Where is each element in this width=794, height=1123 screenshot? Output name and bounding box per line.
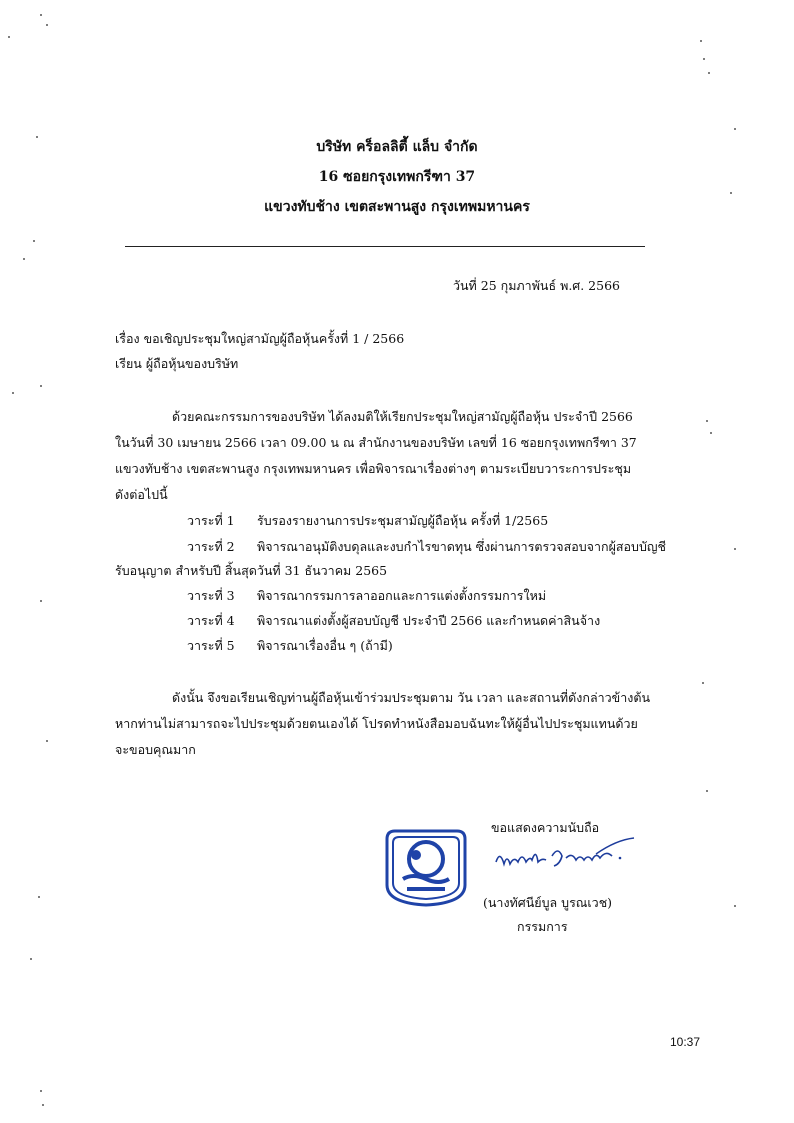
scan-speck xyxy=(710,432,712,434)
scan-speck xyxy=(734,128,736,130)
scan-speck xyxy=(30,958,32,960)
agenda-label-1: วาระที่ 1 xyxy=(187,513,235,528)
body-line-4: ดังต่อไปนี้ xyxy=(115,487,168,502)
closing-line-1: ดังนั้น จึงขอเรียนเชิญท่านผู้ถือหุ้นเข้าร่วมประชุมตาม วัน เวลา และสถานที่ดังกล่าวข้างต้น xyxy=(172,690,650,705)
agenda-text-4: พิจารณาแต่งตั้งผู้สอบบัญชี ประจำปี 2566 และกำหนดค่าสินจ้าง xyxy=(257,613,601,628)
scan-speck xyxy=(703,58,705,60)
scan-speck xyxy=(33,240,35,242)
scan-speck xyxy=(46,24,48,26)
scan-speck xyxy=(40,385,42,387)
handwritten-signature-icon xyxy=(492,834,637,876)
scan-speck xyxy=(706,420,708,422)
agenda-label-2: วาระที่ 2 xyxy=(187,539,235,554)
company-address-line2: แขวงทับช้าง เขตสะพานสูง กรุงเทพมหานคร xyxy=(264,199,530,215)
signer-name: (นางทัศนีย์บูล บูรณเวช) xyxy=(483,895,613,910)
agenda-label-3: วาระที่ 3 xyxy=(187,588,235,603)
regards-text: ขอแสดงความนับถือ xyxy=(491,820,600,835)
date-line: วันที่ 25 กุมภาพันธ์ พ.ศ. 2566 xyxy=(452,278,620,293)
company-seal-icon xyxy=(383,827,469,907)
scan-speck xyxy=(734,905,736,907)
body-line-1: ด้วยคณะกรรมการของบริษัท ได้ลงมติให้เรียกประชุมใหญ่สามัญผู้ถือหุ้น ประจำปี 2566 xyxy=(172,409,633,424)
scan-speck xyxy=(40,600,42,602)
closing-line-3: จะขอบคุณมาก xyxy=(115,742,196,757)
agenda-text-2-continuation: รับอนุญาต สำหรับปี สิ้นสุดวันที่ 31 ธันวาคม 2565 xyxy=(115,563,388,578)
timestamp: 10:37 xyxy=(670,1035,701,1049)
body-line-2: ในวันที่ 30 เมษายน 2566 เวลา 09.00 น ณ สำนักงานของบริษัท เลขที่ 16 ซอยกรุงเทพกรีฑา 37 xyxy=(115,435,637,450)
agenda-text-1: รับรองรายงานการประชุมสามัญผู้ถือหุ้น ครั้งที่ 1/2565 xyxy=(257,513,549,528)
scan-speck xyxy=(46,740,48,742)
agenda-label-4: วาระที่ 4 xyxy=(187,613,235,628)
company-name: บริษัท คร็อลลิตี้ แล็บ จำกัด xyxy=(316,139,478,155)
agenda-text-5: พิจารณาเรื่องอื่น ๆ (ถ้ามี) xyxy=(257,638,393,653)
signer-title: กรรมการ xyxy=(517,919,568,934)
company-address-line1: 16 ซอยกรุงเทพกรีฑา 37 xyxy=(318,169,476,185)
scan-speck xyxy=(42,1104,44,1106)
subject-line: เรื่อง ขอเชิญประชุมใหญ่สามัญผู้ถือหุ้นครั้งที่ 1 / 2566 xyxy=(115,331,405,346)
recipient-line: เรียน ผู้ถือหุ้นของบริษัท xyxy=(115,356,239,371)
scan-speck xyxy=(38,896,40,898)
agenda-text-2: พิจารณาอนุมัติงบดุลและงบกำไรขาดทุน ซึ่งผ่านการตรวจสอบจากผู้สอบบัญชี xyxy=(257,539,667,554)
scan-speck xyxy=(702,682,704,684)
agenda-label-5: วาระที่ 5 xyxy=(187,638,235,653)
header-divider xyxy=(125,246,645,247)
scan-speck xyxy=(706,790,708,792)
scan-speck xyxy=(40,14,42,16)
scan-speck xyxy=(40,1090,42,1092)
scan-speck xyxy=(12,392,14,394)
scan-speck xyxy=(700,40,702,42)
scan-speck xyxy=(708,72,710,74)
scan-speck xyxy=(8,36,10,38)
body-line-3: แขวงทับช้าง เขตสะพานสูง กรุงเทพมหานคร เพื่อพิจารณาเรื่องต่างๆ ตามระเบียบวาระการประชุม xyxy=(115,461,632,476)
scan-speck xyxy=(730,192,732,194)
agenda-text-3: พิจารณากรรมการลาออกและการแต่งตั้งกรรมการใหม่ xyxy=(257,588,547,603)
scan-speck xyxy=(36,136,38,138)
closing-line-2: หากท่านไม่สามารถจะไปประชุมด้วยตนเองได้ โปรดทำหนังสือมอบฉันทะให้ผู้อื่นไปประชุมแทนด้วย xyxy=(115,716,638,731)
scan-speck xyxy=(734,548,736,550)
scan-speck xyxy=(23,258,25,260)
